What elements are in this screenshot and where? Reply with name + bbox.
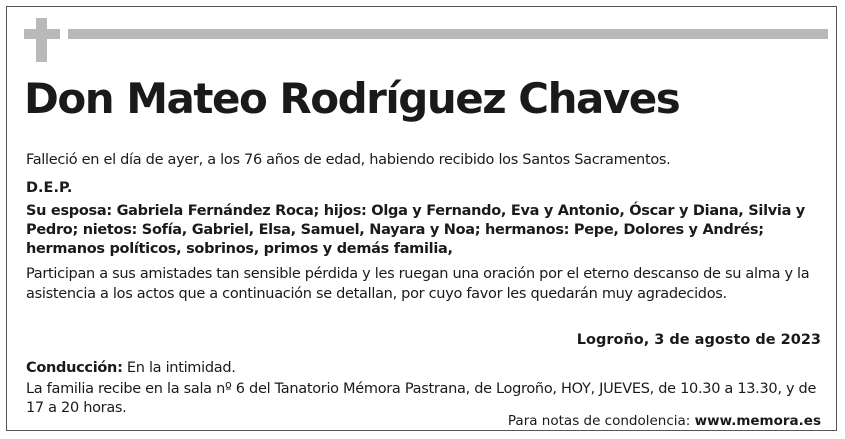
thanks-paragraph: Participan a sus amistades tan sensible pérdida y les ruegan una oración por el eterno descanso de su alma y la asistencia a los actos que a continuación se detallan, por cuyo favor les quedarán muy agradecidos. — [26, 266, 810, 302]
rest-in-peace: D.E.P. — [26, 180, 73, 196]
conduccion-value: En la intimidad. — [122, 360, 236, 376]
deceased-name: Don Mateo Rodríguez Chaves — [24, 74, 680, 123]
family-list: Su esposa: Gabriela Fernández Roca; hijos: Olga y Fernando, Eva y Antonio, Óscar y Diana, Silvia y Pedro; nietos: Sofía, Gabriel, Elsa, Samuel, Nayara y Noa; hermanos: Pepe, Dolores y Andrés; hermanos políticos, sobrinos, primos y demás familia, — [26, 203, 805, 257]
conduccion-line — [26, 358, 826, 378]
cross-horizontal-bar — [24, 29, 60, 39]
conduccion-label: Conducción: — [26, 360, 123, 376]
cross-vertical-bar — [36, 18, 47, 62]
death-announcement: Falleció en el día de ayer, a los 76 años de edad, habiendo recibido los Santos Sacramentos. — [26, 152, 671, 168]
condolences-link[interactable]: www.memora.es — [694, 413, 821, 429]
visitation-info: La familia recibe en la sala nº 6 del Tanatorio Mémora Pastrana, de Logroño, HOY, JUEVES, de 10.30 a 13.30, y de 17 a 20 horas. — [26, 381, 817, 416]
place-and-date: Logroño, 3 de agosto de 2023 — [576, 332, 821, 348]
header-rule — [68, 29, 828, 39]
condolences-line — [508, 413, 821, 429]
condolences-label: Para notas de condolencia: — [507, 413, 695, 429]
